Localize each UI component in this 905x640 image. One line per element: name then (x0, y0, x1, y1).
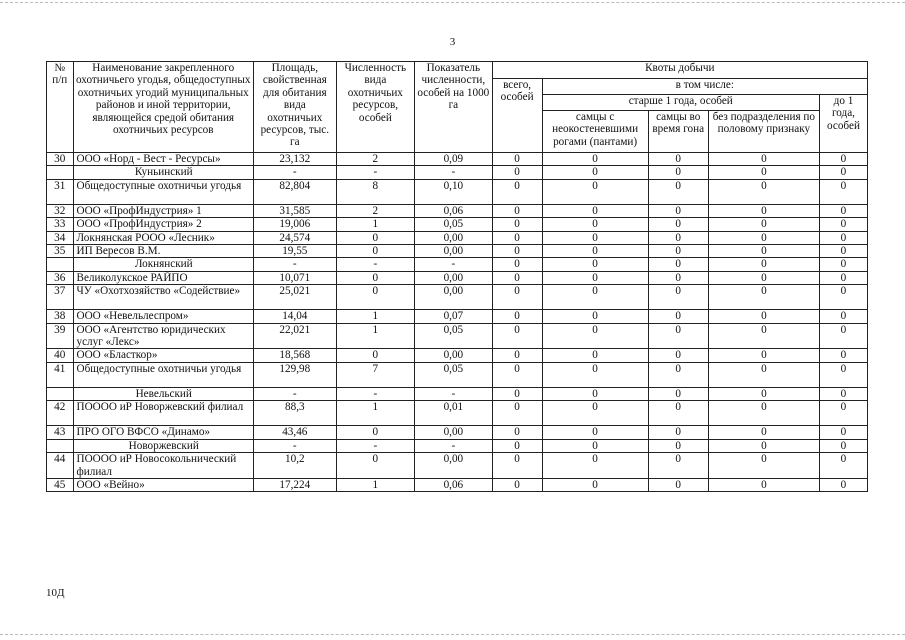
cell-young: 0 (819, 153, 867, 166)
cell-young: 0 (819, 323, 867, 349)
cell-no-sex: 0 (708, 478, 819, 491)
cell-count: 8 (336, 179, 415, 204)
cell-males-antlers: 0 (542, 285, 648, 310)
header-count: Численность вида охотничьих ресурсов, особей (336, 62, 415, 153)
cell-total: 0 (492, 218, 542, 231)
cell-num: 44 (47, 453, 74, 479)
cell-density: 0,00 (415, 245, 493, 258)
cell-no-sex: 0 (708, 387, 819, 400)
cell-name: Общедоступные охотничьи угодья (73, 362, 254, 387)
page-number: 3 (449, 36, 456, 48)
cell-name: ООО «ПрофИндустрия» 1 (73, 204, 254, 217)
cell-name: Великолукское РАЙПО (73, 271, 254, 284)
cell-young: 0 (819, 166, 867, 179)
header-no-sex: без подразделения по половому признаку (708, 111, 819, 153)
cell-count: 1 (336, 401, 415, 426)
footer-code: 10Д (46, 587, 65, 599)
cell-density: - (415, 387, 493, 400)
cell-count: 1 (336, 310, 415, 323)
table-row (47, 285, 868, 310)
table-row (47, 245, 868, 258)
cell-males-rut: 0 (648, 231, 708, 244)
cell-density: 0,06 (415, 204, 493, 217)
cell-males-antlers: 0 (542, 478, 648, 491)
cell-young: 0 (819, 387, 867, 400)
cell-area: 22,021 (254, 323, 337, 349)
cell-name: ПОООО иР Новоржевский филиал (73, 401, 254, 426)
cell-no-sex: 0 (708, 258, 819, 271)
cell-name: Локнянский (73, 258, 254, 271)
table-row (47, 401, 868, 426)
cell-count: 1 (336, 323, 415, 349)
cell-num: 40 (47, 349, 74, 362)
cell-density: 0,00 (415, 426, 493, 439)
cell-no-sex: 0 (708, 166, 819, 179)
cell-males-rut: 0 (648, 218, 708, 231)
cell-name: ООО «ПрофИндустрия» 2 (73, 218, 254, 231)
cell-area: - (254, 258, 337, 271)
cell-density: 0,06 (415, 478, 493, 491)
cell-total: 0 (492, 323, 542, 349)
table-row (47, 204, 868, 217)
cell-count: 0 (336, 285, 415, 310)
cell-count: 0 (336, 426, 415, 439)
cell-total: 0 (492, 362, 542, 387)
cell-no-sex: 0 (708, 439, 819, 452)
cell-num: 30 (47, 153, 74, 166)
cell-males-rut: 0 (648, 439, 708, 452)
cell-area: 17,224 (254, 478, 337, 491)
cell-count: 0 (336, 453, 415, 479)
table-row (47, 153, 868, 166)
cell-num: 41 (47, 362, 74, 387)
cell-no-sex: 0 (708, 362, 819, 387)
cell-no-sex: 0 (708, 153, 819, 166)
cell-count: 1 (336, 218, 415, 231)
cell-count: 2 (336, 204, 415, 217)
cell-area: 19,55 (254, 245, 337, 258)
cell-males-antlers: 0 (542, 387, 648, 400)
cell-males-rut: 0 (648, 204, 708, 217)
cell-males-antlers: 0 (542, 153, 648, 166)
cell-young: 0 (819, 179, 867, 204)
cell-total: 0 (492, 258, 542, 271)
cell-density: 0,00 (415, 349, 493, 362)
cell-males-antlers: 0 (542, 349, 648, 362)
cell-males-rut: 0 (648, 362, 708, 387)
cell-total: 0 (492, 285, 542, 310)
cell-young: 0 (819, 204, 867, 217)
cell-young: 0 (819, 401, 867, 426)
cell-total: 0 (492, 401, 542, 426)
cell-males-antlers: 0 (542, 231, 648, 244)
cell-density: 0,01 (415, 401, 493, 426)
cell-density: 0,10 (415, 179, 493, 204)
cell-name: Локнянская РООО «Лесник» (73, 231, 254, 244)
table-row (47, 271, 868, 284)
cell-name: ООО «Норд - Вест - Ресурсы» (73, 153, 254, 166)
table-row (47, 310, 868, 323)
cell-males-antlers: 0 (542, 439, 648, 452)
cell-total: 0 (492, 439, 542, 452)
cell-name: ЧУ «Охотхозяйство «Содействие» (73, 285, 254, 310)
cell-area: 25,021 (254, 285, 337, 310)
cell-no-sex: 0 (708, 179, 819, 204)
cell-young: 0 (819, 478, 867, 491)
cell-num: 39 (47, 323, 74, 349)
cell-density: 0,00 (415, 285, 493, 310)
cell-total: 0 (492, 387, 542, 400)
cell-no-sex: 0 (708, 349, 819, 362)
cell-males-antlers: 0 (542, 179, 648, 204)
cell-density: - (415, 258, 493, 271)
scan-edge-top (0, 2, 905, 3)
district-row (47, 166, 868, 179)
cell-males-rut: 0 (648, 401, 708, 426)
cell-area: 82,804 (254, 179, 337, 204)
cell-young: 0 (819, 362, 867, 387)
cell-density: 0,05 (415, 323, 493, 349)
cell-num: 35 (47, 245, 74, 258)
cell-males-rut: 0 (648, 153, 708, 166)
cell-no-sex: 0 (708, 204, 819, 217)
header-total: всего, особей (492, 79, 542, 153)
cell-name: ПОООО иР Новосокольнический филиал (73, 453, 254, 479)
cell-males-antlers: 0 (542, 310, 648, 323)
cell-density: - (415, 439, 493, 452)
cell-males-antlers: 0 (542, 453, 648, 479)
district-row (47, 439, 868, 452)
cell-density: 0,05 (415, 218, 493, 231)
cell-num (47, 166, 74, 179)
quota-table (46, 61, 868, 492)
cell-total: 0 (492, 231, 542, 244)
cell-total: 0 (492, 426, 542, 439)
header-including: в том числе: (542, 79, 867, 95)
cell-males-rut: 0 (648, 285, 708, 310)
cell-name: Невельский (73, 387, 254, 400)
cell-density: 0,09 (415, 153, 493, 166)
district-row (47, 387, 868, 400)
cell-num: 33 (47, 218, 74, 231)
cell-total: 0 (492, 153, 542, 166)
cell-name: Новоржевский (73, 439, 254, 452)
cell-males-rut: 0 (648, 258, 708, 271)
cell-young: 0 (819, 349, 867, 362)
cell-males-antlers: 0 (542, 426, 648, 439)
cell-name: ООО «Бласткор» (73, 349, 254, 362)
cell-males-rut: 0 (648, 245, 708, 258)
cell-males-rut: 0 (648, 349, 708, 362)
table-row (47, 323, 868, 349)
cell-name: ИП Вересов В.М. (73, 245, 254, 258)
table-row (47, 231, 868, 244)
cell-no-sex: 0 (708, 285, 819, 310)
cell-males-antlers: 0 (542, 323, 648, 349)
cell-males-antlers: 0 (542, 258, 648, 271)
cell-num (47, 439, 74, 452)
cell-males-antlers: 0 (542, 166, 648, 179)
cell-males-antlers: 0 (542, 362, 648, 387)
cell-density: 0,00 (415, 231, 493, 244)
cell-density: 0,00 (415, 453, 493, 479)
header-num: № п/п (47, 62, 74, 153)
cell-no-sex: 0 (708, 245, 819, 258)
cell-young: 0 (819, 426, 867, 439)
scan-edge-bottom (0, 634, 905, 635)
cell-area: - (254, 439, 337, 452)
cell-name: Общедоступные охотничьи угодья (73, 179, 254, 204)
cell-young: 0 (819, 285, 867, 310)
cell-name: Куньинский (73, 166, 254, 179)
cell-count: 1 (336, 478, 415, 491)
cell-num: 32 (47, 204, 74, 217)
cell-num: 31 (47, 179, 74, 204)
table-row (47, 179, 868, 204)
table-row (47, 478, 868, 491)
cell-area: 18,568 (254, 349, 337, 362)
cell-num: 37 (47, 285, 74, 310)
cell-males-rut: 0 (648, 166, 708, 179)
header-males-antlers: самцы с неокостеневшими рогами (пантами) (542, 111, 648, 153)
header-males-rut: самцы во время гона (648, 111, 708, 153)
cell-young: 0 (819, 258, 867, 271)
cell-total: 0 (492, 310, 542, 323)
cell-count: 0 (336, 231, 415, 244)
cell-density: 0,05 (415, 362, 493, 387)
table-row (47, 426, 868, 439)
cell-males-rut: 0 (648, 453, 708, 479)
cell-males-rut: 0 (648, 179, 708, 204)
cell-males-antlers: 0 (542, 245, 648, 258)
cell-no-sex: 0 (708, 310, 819, 323)
cell-total: 0 (492, 204, 542, 217)
cell-no-sex: 0 (708, 231, 819, 244)
cell-young: 0 (819, 271, 867, 284)
cell-area: 19,006 (254, 218, 337, 231)
cell-name: ПРО ОГО ВФСО «Динамо» (73, 426, 254, 439)
cell-name: ООО «Агентство юридических услуг «Лекс» (73, 323, 254, 349)
table-row (47, 362, 868, 387)
cell-name: ООО «Невельлеспром» (73, 310, 254, 323)
cell-area: 10,2 (254, 453, 337, 479)
cell-count: 0 (336, 349, 415, 362)
cell-males-rut: 0 (648, 478, 708, 491)
header-young: до 1 года, особей (819, 95, 867, 153)
cell-no-sex: 0 (708, 426, 819, 439)
cell-num: 34 (47, 231, 74, 244)
cell-total: 0 (492, 453, 542, 479)
cell-count: - (336, 439, 415, 452)
cell-no-sex: 0 (708, 401, 819, 426)
cell-area: 31,585 (254, 204, 337, 217)
cell-young: 0 (819, 453, 867, 479)
cell-count: 0 (336, 271, 415, 284)
cell-num: 36 (47, 271, 74, 284)
header-area: Площадь, свойственная для обитания вида охотничьих ресурсов, тыс. га (254, 62, 337, 153)
cell-density: 0,00 (415, 271, 493, 284)
cell-total: 0 (492, 179, 542, 204)
cell-count: 2 (336, 153, 415, 166)
header-density: Показатель численности, особей на 1000 га (415, 62, 493, 153)
cell-males-rut: 0 (648, 426, 708, 439)
cell-males-rut: 0 (648, 323, 708, 349)
cell-no-sex: 0 (708, 453, 819, 479)
cell-males-antlers: 0 (542, 401, 648, 426)
cell-num (47, 258, 74, 271)
cell-males-rut: 0 (648, 387, 708, 400)
cell-area: - (254, 387, 337, 400)
header-name: Наименование закрепленного охотничьего угодья, общедоступных охотничьих угодий муниципальных районов и иной территории, являющейся средой обитания охотничьих ресурсов (73, 62, 254, 153)
cell-density: 0,07 (415, 310, 493, 323)
cell-total: 0 (492, 166, 542, 179)
cell-no-sex: 0 (708, 271, 819, 284)
cell-males-antlers: 0 (542, 271, 648, 284)
cell-total: 0 (492, 271, 542, 284)
cell-name: ООО «Вейно» (73, 478, 254, 491)
table-row (47, 349, 868, 362)
cell-total: 0 (492, 245, 542, 258)
cell-count: - (336, 258, 415, 271)
cell-num: 45 (47, 478, 74, 491)
cell-area: 14,04 (254, 310, 337, 323)
cell-young: 0 (819, 231, 867, 244)
cell-area: 10,071 (254, 271, 337, 284)
cell-area: 88,3 (254, 401, 337, 426)
header-older: старше 1 года, особей (542, 95, 819, 111)
cell-area: - (254, 166, 337, 179)
table-row (47, 218, 868, 231)
cell-total: 0 (492, 349, 542, 362)
cell-area: 23,132 (254, 153, 337, 166)
cell-young: 0 (819, 218, 867, 231)
header-quota: Квоты добычи (492, 62, 867, 79)
cell-young: 0 (819, 439, 867, 452)
cell-males-antlers: 0 (542, 218, 648, 231)
cell-males-rut: 0 (648, 271, 708, 284)
cell-total: 0 (492, 478, 542, 491)
table-row (47, 453, 868, 479)
cell-no-sex: 0 (708, 323, 819, 349)
cell-num (47, 387, 74, 400)
table-body (47, 153, 868, 492)
cell-young: 0 (819, 245, 867, 258)
cell-count: - (336, 387, 415, 400)
cell-density: - (415, 166, 493, 179)
cell-young: 0 (819, 310, 867, 323)
cell-count: 7 (336, 362, 415, 387)
cell-count: - (336, 166, 415, 179)
cell-num: 42 (47, 401, 74, 426)
cell-count: 0 (336, 245, 415, 258)
cell-area: 129,98 (254, 362, 337, 387)
cell-num: 38 (47, 310, 74, 323)
cell-area: 43,46 (254, 426, 337, 439)
cell-no-sex: 0 (708, 218, 819, 231)
cell-males-rut: 0 (648, 310, 708, 323)
cell-area: 24,574 (254, 231, 337, 244)
cell-num: 43 (47, 426, 74, 439)
district-row (47, 258, 868, 271)
cell-males-antlers: 0 (542, 204, 648, 217)
